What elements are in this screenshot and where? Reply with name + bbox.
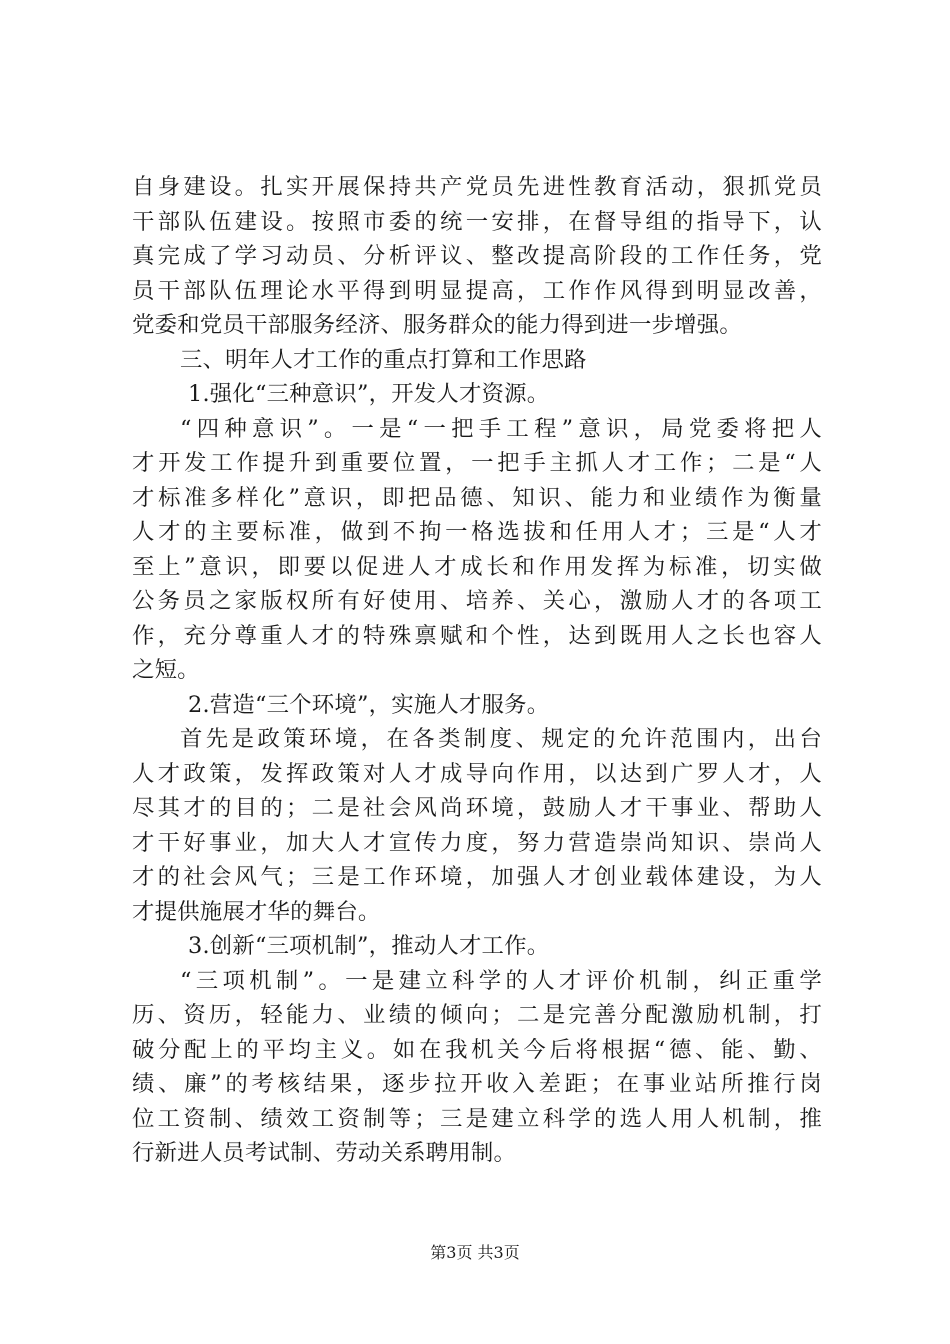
text-line: 才的社会风气；三是工作环境，加强人才创业载体建设，为人 (132, 864, 822, 890)
page-number-footer: 第3页 共3页 (430, 1243, 520, 1262)
section-heading: 三、明年人才工作的重点打算和工作思路 (180, 346, 587, 373)
text-line: 位工资制、绩效工资制等；三是建立科学的选人用人机制，推 (132, 1105, 822, 1132)
text-line: “三项机制”。一是建立科学的人才评价机制，纠正重学 (180, 967, 822, 994)
text-line: 真完成了学习动员、分析评议、整改提高阶段的工作任务，党 (132, 243, 822, 269)
text-line: 人才政策，发挥政策对人才成导向作用，以达到广罗人才，人 (132, 760, 822, 787)
text-line: 人才的主要标准，做到不拘一格选拔和任用人才；三是“人才 (132, 519, 822, 545)
text-line: 绩、廉”的考核结果，逐步拉开收入差距；在事业站所推行岗 (132, 1071, 822, 1097)
subsection-heading: 1.强化“三种意识”，开发人才资源。 (188, 381, 550, 407)
text-line: 自身建设。扎实开展保持共产党员先进性教育活动，狠抓党员 (132, 174, 822, 200)
text-line: 之短。 (132, 657, 200, 683)
subsection-heading: 3.创新“三项机制”，推动人才工作。 (188, 933, 550, 959)
text-line: 至上”意识，即要以促进人才成长和作用发挥为标准，切实做 (132, 553, 822, 580)
subsection-heading: 2.营造“三个环境”，实施人才服务。 (188, 691, 550, 718)
text-line: 才提供施展才华的舞台。 (132, 898, 381, 925)
text-line: 公务员之家版权所有好使用、培养、关心，激励人才的各项工 (132, 588, 822, 614)
text-line: 党委和党员干部服务经济、服务群众的能力得到进一步增强。 (132, 312, 742, 338)
text-line: 作，充分尊重人才的特殊禀赋和个性，达到既用人之长也容人 (132, 622, 822, 649)
text-line: 尽其才的目的；二是社会风尚环境，鼓励人才干事业、帮助人 (132, 795, 822, 821)
body-text (132, 170, 822, 1171)
text-line: 员干部队伍理论水平得到明显提高，工作作风得到明显改善， (132, 277, 822, 304)
text-line: 干部队伍建设。按照市委的统一安排，在督导组的指导下，认 (132, 208, 822, 235)
text-line: “四种意识”。一是“一把手工程”意识，局党委将把人 (180, 415, 822, 442)
text-line: 首先是政策环境，在各类制度、规定的允许范围内，出台 (180, 726, 822, 752)
text-line: 才标准多样化”意识，即把品德、知识、能力和业绩作为衡量 (132, 484, 822, 511)
text-line: 才开发工作提升到重要位置，一把手主抓人才工作；二是“人 (132, 450, 822, 476)
text-line: 才干好事业，加大人才宣传力度，努力营造崇尚知识、崇尚人 (132, 829, 822, 856)
text-line: 破分配上的平均主义。如在我机关今后将根据“德、能、勤、 (132, 1036, 822, 1063)
text-line: 行新进人员考试制、劳动关系聘用制。 (132, 1140, 517, 1166)
text-line: 历、资历，轻能力、业绩的倾向；二是完善分配激励机制，打 (132, 1002, 822, 1028)
